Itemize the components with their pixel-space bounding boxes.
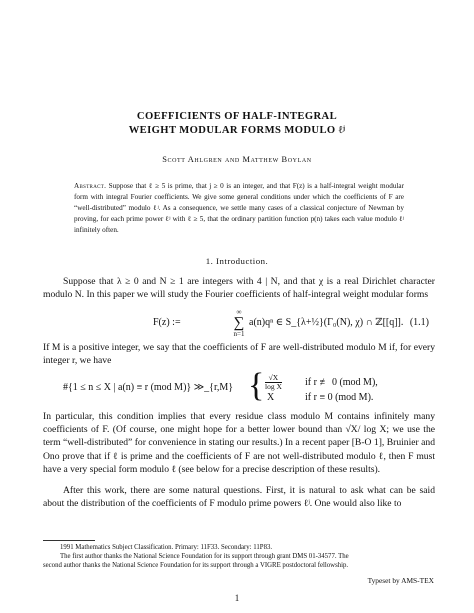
paragraph-1: Suppose that λ ≥ 0 and N ≥ 1 are integers with 4 | N, and that χ is a real Dirichlet character modulo N. In this paper we will study the Fourier coefficients of half-integral weight modular forms bbox=[43, 276, 435, 301]
eq2-brace: { bbox=[248, 367, 265, 404]
paragraph-4: After this work, there are some natural questions. First, it is natural to ask what can be said about the distribution of the coefficients of F modulo prime powers ℓʲ. One would also like to bbox=[43, 485, 435, 510]
eq1-sum-bottom: n=1 bbox=[233, 330, 245, 338]
equation-1-1 bbox=[43, 308, 435, 338]
section-heading: 1. Introduction. bbox=[205, 256, 269, 266]
eq2-fraction bbox=[265, 374, 282, 391]
eq1-lhs: F(z) := bbox=[153, 317, 181, 328]
page-number: 1 bbox=[234, 593, 240, 603]
eq2-case-1: if r ≢ 0 (mod M), bbox=[305, 377, 378, 388]
eq1-sum-sign: ∑ bbox=[233, 315, 245, 331]
eq2-frac-den: log X bbox=[265, 382, 282, 391]
abstract bbox=[74, 181, 404, 236]
footnote-rule bbox=[43, 540, 95, 541]
footnote-thanks-1: The first author thanks the National Science Foundation for its support through grant DMS 01-34577. The bbox=[60, 553, 349, 560]
typeset-note: Typeset by AMS-TEX bbox=[367, 576, 434, 585]
eq2-case-2: if r ≡ 0 (mod M). bbox=[305, 392, 374, 403]
eq2-x-value: X bbox=[267, 392, 275, 403]
eq2-lhs: #{1 ≤ n ≤ X | a(n) ≡ r (mod M)} ≫_{r,M} bbox=[63, 382, 234, 393]
eq1-rhs: a(n)qⁿ ∈ S_{λ+½}(Γ₀(N), χ) ∩ ℤ[[q]]. bbox=[249, 317, 404, 328]
equation-well-distributed bbox=[43, 367, 435, 408]
authors: Scott Ahlgren and Matthew Boylan bbox=[162, 155, 312, 164]
paragraph-2: If M is a positive integer, we say that the coefficients of F are well-distributed modulo M if, for every integer r, we have bbox=[43, 342, 435, 367]
footnote-classification: 1991 Mathematics Subject Classification. Primary: 11F33. Secondary: 11P83. bbox=[60, 544, 273, 551]
eq1-number: (1.1) bbox=[409, 317, 429, 328]
title-line-1: COEFFICIENTS OF HALF-INTEGRAL bbox=[136, 111, 338, 122]
eq2-frac-num: √X bbox=[268, 373, 279, 382]
eq1-summation bbox=[231, 308, 247, 338]
title-line-2: WEIGHT MODULAR FORMS MODULO ℓʲ bbox=[128, 125, 346, 136]
abstract-heading: Abstract. bbox=[74, 182, 107, 190]
eq1-sum-top: ∞ bbox=[236, 308, 242, 316]
paragraph-3: In particular, this condition implies that every residue class modulo M contains infinitely many coefficients of F. (Of course, one might hope for a better lower bound than √X/ log X; we use the term “well-distributed” for convenience in stating our results.) In a recent paper [B-O 1], Bruinier and Ono prove that if ℓ is prime and the coefficients of F are not well-distributed modulo ℓ, then F must have a very special form modulo ℓ (see below for a precise description of these results). bbox=[43, 411, 435, 475]
abstract-text: Suppose that ℓ ≥ 5 is prime, that j ≥ 0 is an integer, and that F(z) is a half-integral weight modular form with integral Fourier coefficients. We give some general conditions under which the coefficients of F are “well-distributed” modulo ℓʲ. As a consequence, we settle many cases of a classical conjecture of Newman by proving, for each prime power ℓʲ with ℓ ≥ 5, that the ordinary partition function p(n) takes each value modulo ℓʲ infinitely often. bbox=[74, 182, 405, 234]
footnote-thanks-2: second author thanks the National Science Foundation for its support through a VIGRE postdoctoral fellowship. bbox=[43, 562, 349, 569]
